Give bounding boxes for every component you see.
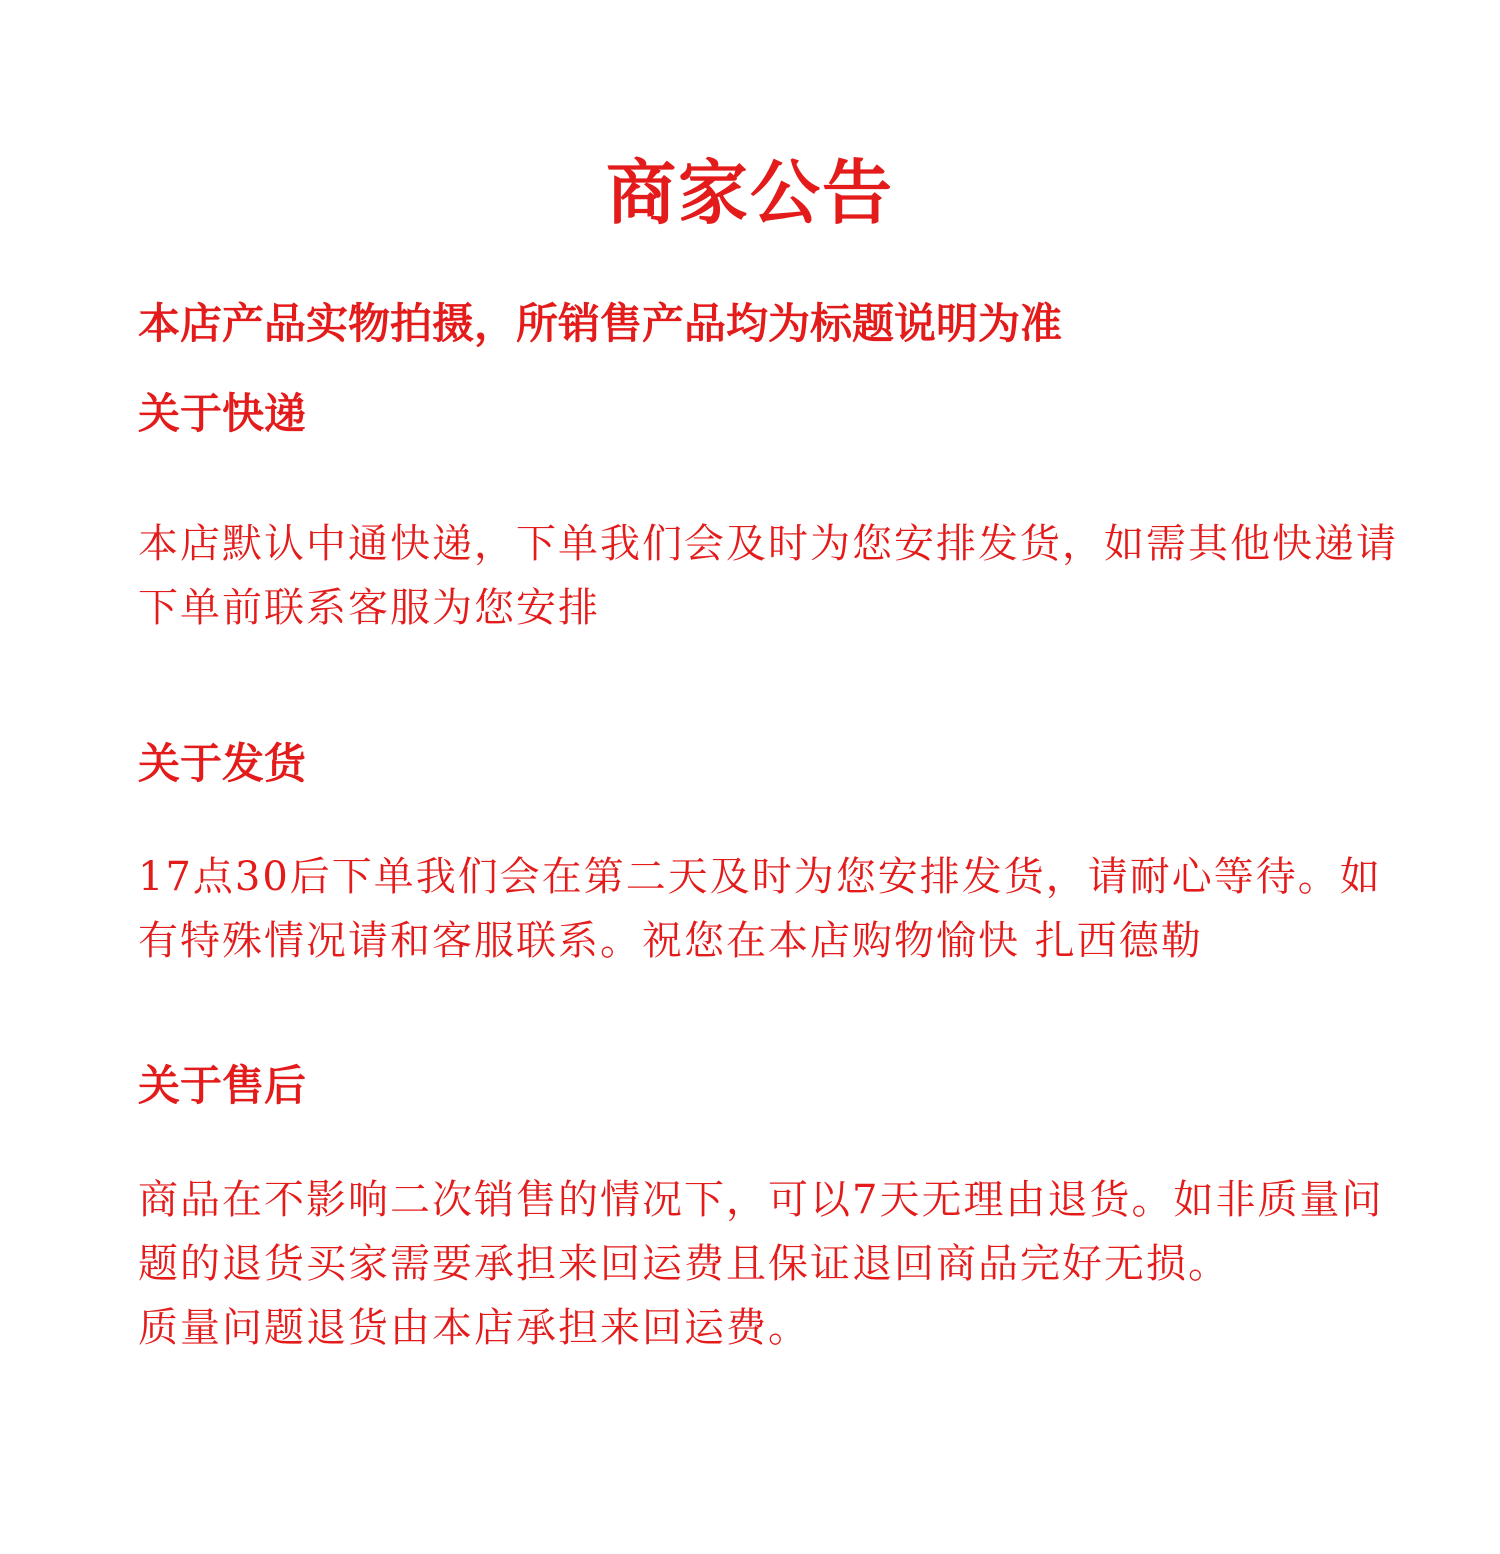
body-line: 本店默认中通快递，下单我们会及时为您安排发货，如需其他快递请: [138, 521, 1398, 567]
body-line: 题的退货买家需要承担来回运费且保证退回商品完好无损。: [138, 1241, 1230, 1287]
section-body-after-sales: [138, 1168, 1458, 1360]
notice-intro: 本店产品实物拍摄，所销售产品均为标题说明为准: [138, 299, 1063, 348]
section-body-shipping: [138, 845, 1458, 973]
notice-title: 商家公告: [606, 152, 894, 234]
section-heading-after-sales: 关于售后: [138, 1061, 307, 1110]
section-heading-shipping: 关于发货: [138, 739, 307, 788]
section-heading-express: 关于快递: [138, 389, 307, 438]
body-line: 质量问题退货由本店承担来回运费。: [138, 1305, 810, 1351]
body-line: 商品在不影响二次销售的情况下，可以7天无理由退货。如非质量问: [138, 1177, 1384, 1223]
body-line: 下单前联系客服为您安排: [138, 585, 600, 631]
body-line: 有特殊情况请和客服联系。祝您在本店购物愉快 扎西德勒: [138, 918, 1203, 964]
section-body-express: [138, 512, 1458, 640]
body-line: 17点30后下单我们会在第二天及时为您安排发货，请耐心等待。如: [138, 854, 1382, 900]
